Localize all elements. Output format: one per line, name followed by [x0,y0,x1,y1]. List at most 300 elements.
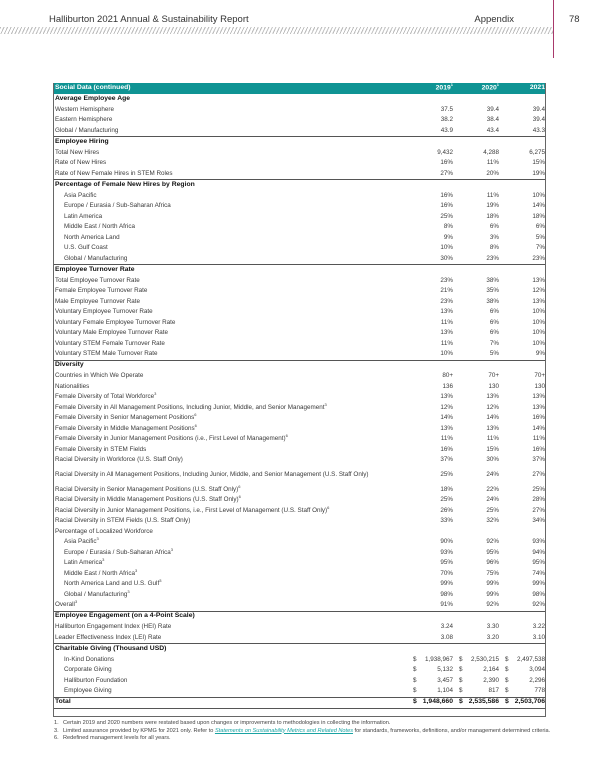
section-header [54,94,546,105]
cell-value: 11% [440,435,453,443]
cell-value: 13% [486,393,499,401]
row-label [54,115,408,126]
currency-symbol: $ [413,676,417,684]
cell-value: 3.22 [532,623,545,631]
row-label [54,148,408,159]
cell-value: 3.30 [486,623,499,631]
row-label-text: North America Land [64,233,120,241]
cell-value: 21% [440,287,453,295]
table-row [54,455,546,466]
cell-value: 6% [489,329,499,337]
cell-value: 90% [440,538,453,546]
column-header-2020 [454,83,500,94]
cell-value: 6,275 [529,148,545,156]
cell-value: 3.10 [532,633,545,641]
footnote-ref: 3 [127,588,130,594]
cell-value: 19% [532,169,545,177]
row-label-text: North America Land and U.S. Gulf [64,580,160,588]
header-hatch-divider [0,27,553,34]
cell-value: 13% [440,329,453,337]
table-row [54,413,546,424]
report-title: Halliburton 2021 Annual & Sustainability Report [49,14,249,25]
cell-value: 30% [440,254,453,262]
section-header [54,644,546,655]
row-label-text: Female Diversity in Junior Management Positions (i.e., First Level of Management) [55,435,286,443]
cell-value: 4,288 [483,148,499,156]
cell-value: 30% [486,456,499,464]
table-row [54,105,546,116]
row-label-text: Global / Manufacturing [64,590,128,598]
cell-value: 99% [486,590,499,598]
amount: 2,530,215 [470,655,499,663]
cell-value: 38.2 [440,116,453,124]
row-label-text: Female Employee Turnover Rate [55,287,148,295]
row-label [54,590,408,601]
row-label [54,371,408,382]
row-label [54,339,408,350]
row-label-text: Racial Diversity in Workforce (U.S. Staff Only) [55,456,183,464]
row-label-text: Percentage of Localized Workforce [55,527,153,535]
table-row [54,307,546,318]
cell-value: 10% [532,339,545,347]
cell-value: 38% [486,276,499,284]
row-label [54,126,408,137]
row-label-text: Racial Diversity in Middle Management Positions (U.S. Staff Only) [55,496,239,504]
cell-value: 16% [532,445,545,453]
table-row [54,297,546,308]
column-header-2019 [408,83,454,94]
row-label [54,222,408,233]
section-title: Average Employee Age [55,94,131,102]
section-title: Diversity [54,360,546,371]
row-label [54,676,408,687]
row-label [54,392,408,403]
row-label-text: Rate of New Female Hires in STEM Roles [55,169,173,177]
row-label-text: Rate of New Hires [55,159,107,167]
cell-value: 19% [486,202,499,210]
cell-value: 18% [532,212,545,220]
table-row [54,169,546,180]
total-row [54,697,546,709]
amount: 2,296 [529,676,545,684]
cell-value: 15% [486,445,499,453]
cell-value: 98% [440,590,453,598]
cell-value: 11% [440,318,453,326]
amount: 1,948,660 [422,698,453,706]
currency-symbol: $ [413,666,417,674]
row-label-text: Voluntary Male Employee Turnover Rate [55,329,169,337]
row-label-text: Total New Hires [55,148,100,156]
footnote-ref: 3 [170,546,173,552]
row-label-text: Voluntary Female Employee Turnover Rate [55,318,176,326]
cell-value: 130 [534,382,545,390]
cell-value: 27% [532,471,545,479]
cell-value: 95% [532,559,545,567]
row-label [54,558,408,569]
section-title: Employee Turnover Rate [54,265,546,276]
table-row [54,516,546,527]
cell-value: 96% [486,559,499,567]
row-label-text: Overall [55,601,75,609]
row-label-text: Halliburton Engagement Index (HEI) Rate [55,623,172,631]
row-label-text: Female Diversity in Middle Management Positions [55,424,195,432]
cell-value: 39.4 [532,105,545,113]
row-label [54,349,408,360]
cell-value: 16% [532,414,545,422]
currency-symbol: $ [505,676,509,684]
page-number: 78 [569,14,580,25]
cell-value: 43.9 [440,126,453,134]
row-label-text: Europe / Eurasia / Sub-Saharan Africa [64,548,171,556]
table-row [54,276,546,287]
cell-value: 3.24 [440,623,453,631]
row-label [54,665,408,676]
row-label-text: In-Kind Donations [64,655,115,663]
cell-value: 37% [532,456,545,464]
cell-value: 24% [486,471,499,479]
footnotes [54,720,554,743]
currency-symbol: $ [505,655,509,663]
row-label-text: Asia Pacific [64,538,97,546]
section-title: Employee Hiring [54,137,546,148]
row-label [54,105,408,116]
cell-value: 3.20 [486,633,499,641]
table-row [54,424,546,435]
cell-value: 130 [488,382,499,390]
footnote-text [63,728,550,736]
cell-value: 3% [489,233,499,241]
cell-value: 80+ [442,372,453,380]
amount: 2,535,586 [468,698,499,706]
footnote-text: Redefined management levels for all years. [63,735,171,742]
row-label-text: Latin America [64,559,103,567]
table-row [54,148,546,159]
footnote-ref: 3 [135,567,138,573]
cell-value: 27% [440,169,453,177]
cell-value [408,686,454,697]
table-row [54,233,546,244]
table-header-row [54,83,546,94]
cell-value: 32% [486,517,499,525]
cell-value: 33% [440,517,453,525]
total-value [408,697,454,709]
row-label-text: Leader Effectiveness Index (LEI) Rate [55,633,162,641]
row-label [54,548,408,559]
table-row [54,590,546,601]
currency-symbol: $ [505,687,509,695]
cell-value [408,527,454,538]
cell-value [408,655,454,666]
table-row [54,328,546,339]
cell-value: 99% [486,580,499,588]
row-label-text: Countries in Which We Operate [55,372,144,380]
cell-value: 92% [486,538,499,546]
table-row [54,506,546,517]
row-label [54,655,408,666]
cell-value: 23% [532,254,545,262]
row-label [54,622,408,633]
table-row [54,633,546,644]
footnote [54,728,554,736]
cell-value: 13% [440,308,453,316]
amount: 817 [488,687,499,695]
table-row [54,392,546,403]
footnote-number: 6. [54,735,59,742]
section-name: Appendix [474,14,514,25]
cell-value: 38% [486,297,499,305]
cell-value [500,665,546,676]
section-header [54,265,546,276]
cell-value: 37.5 [440,105,453,113]
table-row [54,286,546,297]
cell-value: 10% [532,191,545,199]
cell-value: 22% [486,485,499,493]
cell-value: 9% [535,350,545,358]
cell-value: 98% [532,590,545,598]
row-label-text: Racial Diversity in STEM Fields (U.S. Staff Only) [55,517,191,525]
cell-value: 136 [442,382,453,390]
social-data-table [54,83,546,709]
cell-value: 12% [486,403,499,411]
row-label [54,276,408,287]
amount: 778 [534,687,545,695]
table-title: Social Data (continued) [54,83,408,94]
cell-value: 93% [440,548,453,556]
cell-value: 18% [440,485,453,493]
row-label-text: Female Diversity of Total Workforce [55,393,155,401]
row-label-text: Middle East / North Africa [64,223,136,231]
column-header-2021 [500,83,546,94]
table-row [54,254,546,265]
cell-value: 95% [486,548,499,556]
table-row [54,527,546,538]
table-row [54,243,546,254]
table-row [54,318,546,329]
row-label [54,169,408,180]
table-row [54,622,546,633]
table-row [54,115,546,126]
total-value [454,697,500,709]
cell-value: 12% [532,287,545,295]
cell-value: 43.3 [532,126,545,134]
cell-value: 25% [440,212,453,220]
cell-value: 23% [440,276,453,284]
row-label [54,413,408,424]
cell-value: 9% [443,233,453,241]
total-value [500,697,546,709]
footnote-text: Certain 2019 and 2020 numbers were restated based upon changes or improvements to methodologies in collecting the information. [63,720,391,726]
cell-value: 16% [440,159,453,167]
row-label [54,318,408,329]
cell-value: 11% [486,435,499,443]
currency-symbol: $ [459,687,463,695]
cell-value [454,655,500,666]
amount: 5,132 [437,666,453,674]
row-label [54,686,408,697]
cell-value: 16% [440,191,453,199]
row-label-text: Employee Giving [64,687,112,695]
section-header [54,137,546,148]
row-label-text: Middle East / North Africa [64,569,136,577]
page-divider [553,0,554,58]
cell-value: 15% [532,159,545,167]
amount: 2,497,538 [516,655,545,663]
footnote-number: 1. [54,720,59,726]
amount: 1,938,967 [424,655,453,663]
row-label-text: Asia Pacific [64,191,97,199]
table-row [54,201,546,212]
cell-value: 99% [440,580,453,588]
cell-value: 39.4 [532,116,545,124]
table-row [54,349,546,360]
table-row [54,445,546,456]
footnote-ref: 6 [194,422,197,428]
amount: 2,390 [483,676,499,684]
row-label-text: Voluntary STEM Male Turnover Rate [55,350,158,358]
row-label-text: Nationalities [55,382,90,390]
footnote-text-after: for standards, frameworks, definitions, and/or management determined criteria. [353,727,551,734]
cell-value: 14% [532,202,545,210]
cell-value: 37% [440,456,453,464]
cell-value: 14% [440,414,453,422]
currency-symbol: $ [413,687,417,695]
cell-value: 16% [440,202,453,210]
row-label-text: Latin America [64,212,103,220]
cell-value: 7% [535,244,545,252]
cell-value: 70+ [534,372,545,380]
row-label-text: Voluntary STEM Female Turnover Rate [55,339,165,347]
section-header [54,180,546,191]
footnote-ref: 3 [96,536,99,542]
row-label-text: Racial Diversity in All Management Positions, Including Junior, Middle, and Senior Management (U.S. Staff Only) [55,471,369,479]
cell-value: 11% [486,191,499,199]
row-label-text: Western Hemisphere [55,105,115,113]
table-row [54,191,546,202]
table-row [54,600,546,611]
row-label-text: Male Employee Turnover Rate [55,297,141,305]
row-label-text: Eastern Hemisphere [55,116,113,124]
footnote-ref: 6 [238,494,241,500]
statements-link[interactable]: Statements on Sustainability Metrics and Related Notes [214,727,353,734]
currency-symbol: $ [413,698,417,706]
footnote-ref: 3 [74,599,78,605]
cell-value: 13% [532,403,545,411]
footnote [54,735,554,743]
row-label-text: Female Diversity in All Management Positions, Including Junior, Middle, and Senior Management [55,403,325,411]
currency-symbol: $ [505,666,509,674]
amount: 1,104 [437,687,453,695]
cell-value: 25% [486,506,499,514]
row-label [54,158,408,169]
table-row [54,434,546,445]
cell-value [454,527,500,538]
row-label [54,403,408,414]
cell-value: 13% [532,297,545,305]
row-label [54,424,408,435]
cell-value [500,676,546,687]
column-year: 2020 [481,84,497,92]
cell-value: 3.08 [440,633,453,641]
footnote [54,720,554,728]
footnote-text-before: Limited assurance provided by KPMG for 2021 only. Refer to [63,727,215,734]
cell-value: 26% [440,506,453,514]
cell-value: 93% [532,538,545,546]
row-label [54,485,408,496]
cell-value [408,676,454,687]
footnote-ref: 3 [159,578,162,584]
table-row [54,371,546,382]
cell-value [500,527,546,538]
footnote-ref: 3 [154,391,157,397]
row-label [54,297,408,308]
row-label-text: Racial Diversity in Junior Management Positions, i.e., First Level of Management (U.S. Staff Only) [55,506,328,514]
cell-value: 38.4 [486,116,499,124]
cell-value: 10% [532,318,545,326]
cell-value: 6% [489,308,499,316]
cell-value: 18% [486,212,499,220]
row-label [54,328,408,339]
column-year: 2019 [435,84,451,92]
cell-value: 13% [486,424,499,432]
row-label [54,579,408,590]
cell-value: 43.4 [486,126,499,134]
cell-value: 13% [532,393,545,401]
cell-value: 5% [535,233,545,241]
table-row [54,466,546,485]
cell-value: 94% [532,548,545,556]
table-row [54,126,546,137]
row-label-text: Voluntary Employee Turnover Rate [55,308,153,316]
row-label [54,212,408,223]
cell-value: 34% [532,517,545,525]
cell-value: 6% [489,223,499,231]
row-label [54,191,408,202]
footnote-ref: 3 [324,401,327,407]
currency-symbol: $ [413,655,417,663]
cell-value: 10% [440,350,453,358]
row-label [54,201,408,212]
row-label [54,286,408,297]
cell-value: 27% [532,506,545,514]
table-row [54,212,546,223]
row-label [54,495,408,506]
table-row [54,485,546,496]
footnote-ref: 1 [496,81,499,87]
section-title: Employee Engagement (on a 4-Point Scale) [54,611,546,622]
section-title: Percentage of Female New Hires by Region [54,180,546,191]
row-label [54,243,408,254]
currency-symbol: $ [459,655,463,663]
currency-symbol: $ [459,666,463,674]
currency-symbol: $ [459,676,463,684]
amount: 2,164 [483,666,499,674]
currency-symbol: $ [459,698,463,706]
cell-value: 39.4 [486,105,499,113]
row-label [54,307,408,318]
cell-value: 10% [532,308,545,316]
cell-value [454,665,500,676]
table-row [54,569,546,580]
cell-value: 6% [535,223,545,231]
table-row [54,665,546,676]
cell-value: 5% [489,350,499,358]
footnote-ref: 6 [327,504,330,510]
table-row [54,495,546,506]
table-row [54,558,546,569]
footnote-ref: 3 [102,557,105,563]
footnote-number: 3. [54,727,59,734]
row-label-text: Racial Diversity in Senior Management Positions (U.S. Staff Only) [55,485,239,493]
